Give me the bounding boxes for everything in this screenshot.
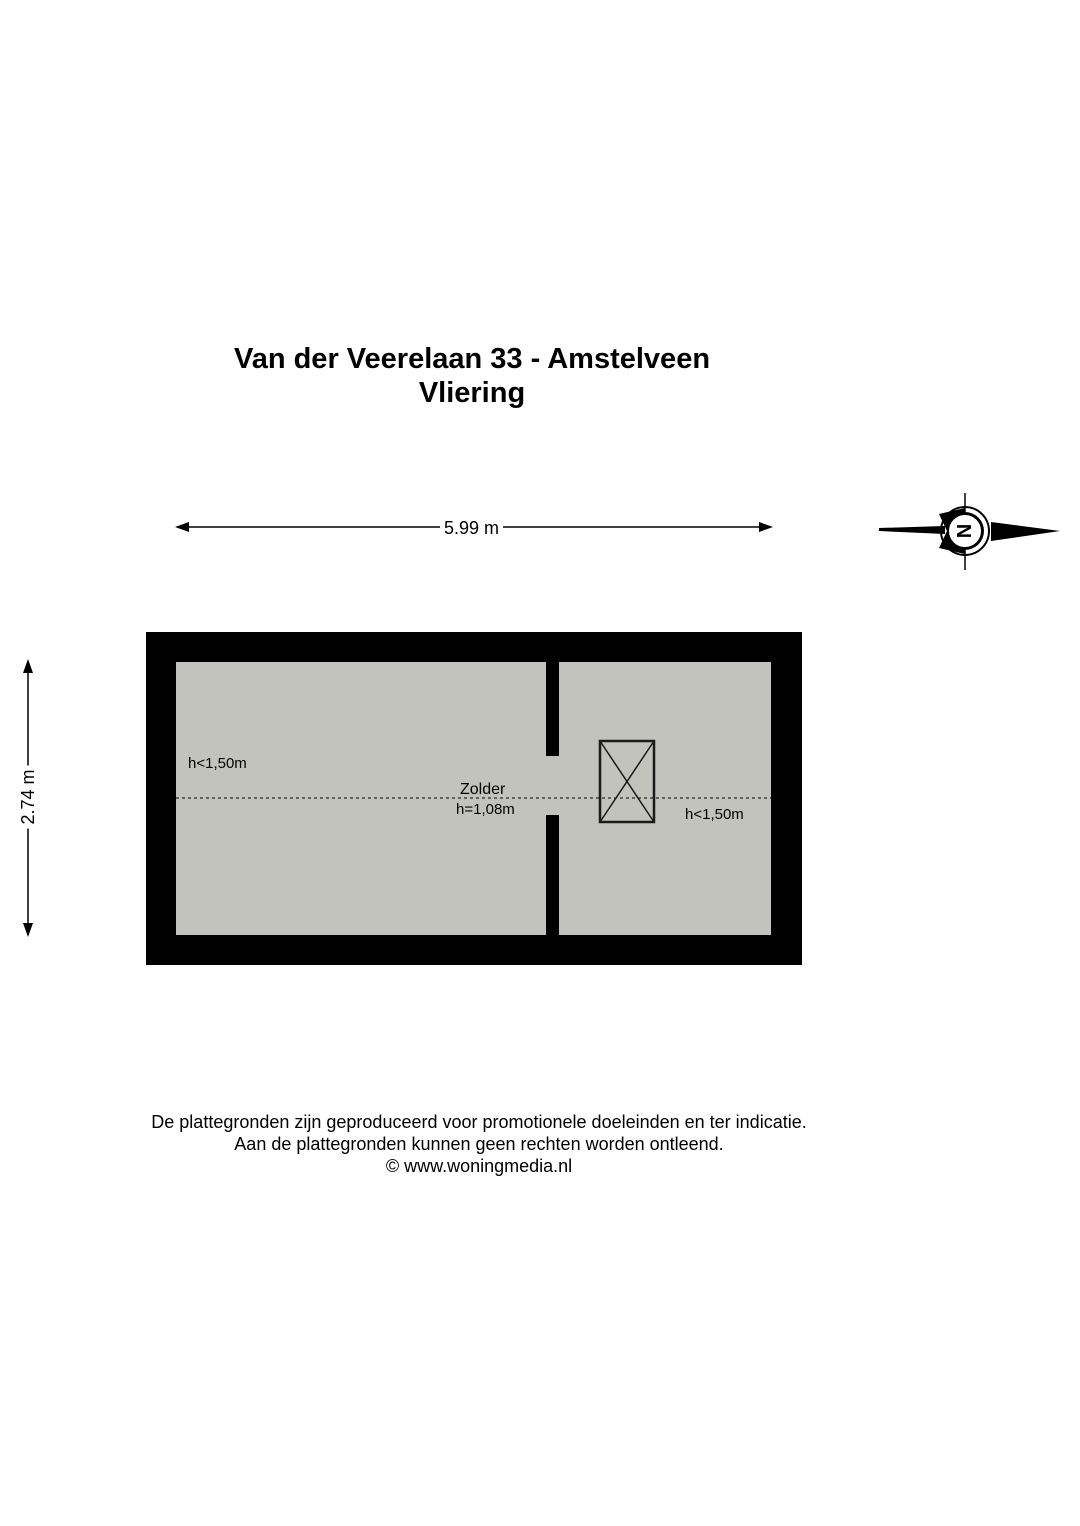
- compass-north-letter: N: [954, 523, 976, 539]
- ceiling-height-right-label: h<1,50m: [685, 806, 744, 823]
- floor-name: Vliering: [418, 377, 526, 409]
- doorway-opening: [546, 756, 559, 815]
- width-dimension-label: 5.99 m: [440, 518, 503, 538]
- disclaimer-line-1: De plattegronden zijn geproduceerd voor promotionele doeleinden en ter indicatie.: [151, 1112, 807, 1132]
- disclaimer-line-2: Aan de plattegronden kunnen geen rechten worden ontleend.: [234, 1134, 724, 1154]
- height-dimension-label: 2.74 m: [18, 765, 38, 828]
- copyright-line: © www.woningmedia.nl: [385, 1156, 573, 1176]
- room-height-label: h=1,08m: [456, 801, 515, 818]
- ceiling-height-left-label: h<1,50m: [188, 755, 247, 772]
- compass-icon: [879, 493, 1060, 570]
- plan-title: Van der Veerelaan 33 - Amstelveen: [233, 343, 711, 375]
- room-name-label: Zolder: [460, 781, 506, 798]
